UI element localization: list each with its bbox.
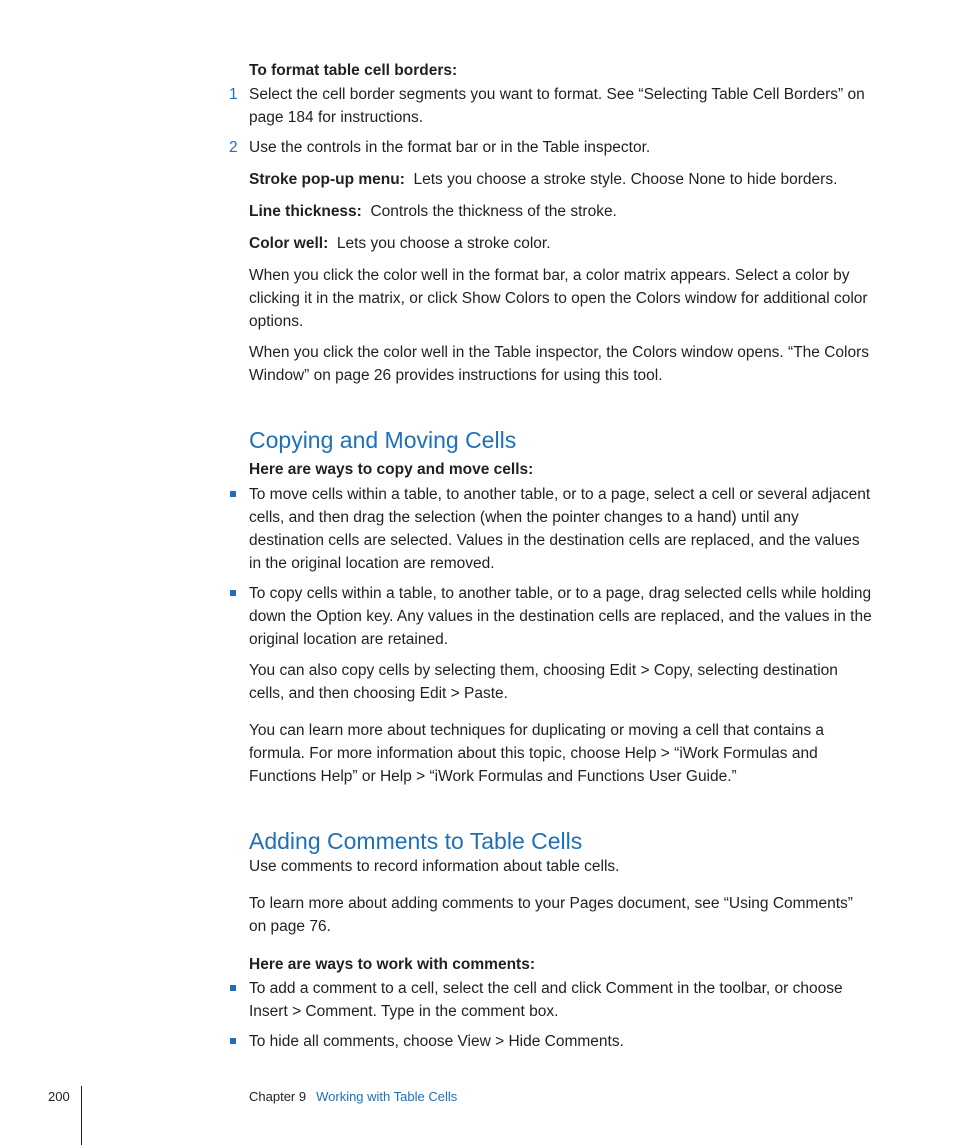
section-heading: Adding Comments to Table Cells	[249, 828, 583, 854]
body-paragraph: To learn more about adding comments to your Pages document, see “Using Comments” on page 76.	[249, 895, 853, 935]
bullet-text: To add a comment to a cell, select the cell and click Comment in the toolbar, or choose Insert > Comment. Type in the comment box.	[249, 980, 843, 1020]
step-number: 1	[229, 86, 238, 103]
chapter-footer	[249, 1089, 457, 1104]
definition-item	[249, 232, 874, 255]
definition-desc: Controls the thickness of the stroke.	[370, 203, 617, 220]
definition-desc: Lets you choose a stroke style. Choose None to hide borders.	[413, 171, 838, 188]
definition-term: Stroke pop-up menu:	[249, 171, 405, 188]
procedure-heading: Here are ways to work with comments:	[249, 956, 535, 973]
definition-item	[249, 200, 874, 223]
definition-item	[249, 168, 874, 191]
chapter-label: Chapter 9	[249, 1089, 307, 1104]
step-text: Use the controls in the format bar or in the Table inspector.	[249, 139, 651, 156]
body-paragraph: You can learn more about techniques for duplicating or moving a cell that contains a formula. For more information about this topic, choose Help > “iWork Formulas and Functions Help” or Help > “iWork Formulas and Functions User Guide.”	[249, 722, 825, 785]
bullet-icon	[230, 985, 236, 991]
body-paragraph: Use comments to record information about table cells.	[249, 858, 620, 875]
definition-term: Line thickness:	[249, 203, 362, 220]
bullet-icon	[230, 1038, 236, 1044]
bullet-icon	[230, 590, 236, 596]
chapter-title: Working with Table Cells	[316, 1089, 458, 1104]
footer-divider	[81, 1086, 82, 1145]
bullet-text: To copy cells within a table, to another table, or to a page, drag selected cells while holding down the Option key. Any values in the destination cells are replaced, and the values in the original location are retained.	[249, 585, 872, 648]
definition-desc: Lets you choose a stroke color.	[336, 235, 551, 252]
section-heading: Copying and Moving Cells	[249, 427, 517, 453]
bullet-text: To hide all comments, choose View > Hide Comments.	[249, 1033, 624, 1050]
step-number: 2	[229, 139, 238, 156]
procedure-heading: To format table cell borders:	[249, 62, 458, 79]
body-paragraph: You can also copy cells by selecting them, choosing Edit > Copy, selecting destination cells, and then choosing Edit > Paste.	[249, 662, 838, 702]
page-number: 200	[48, 1089, 70, 1104]
bullet-text: To move cells within a table, to another table, or to a page, select a cell or several adjacent cells, and then drag the selection (when the pointer changes to a hand) until any destination cells are selected. Values in the destination cells are replaced, and the values in the original location are removed.	[249, 486, 871, 572]
bullet-icon	[230, 491, 236, 497]
procedure-heading: Here are ways to copy and move cells:	[249, 461, 534, 478]
body-paragraph: When you click the color well in the Table inspector, the Colors window opens. “The Colors Window” on page 26 provides instructions for using this tool.	[249, 344, 870, 384]
body-paragraph: When you click the color well in the format bar, a color matrix appears. Select a color by clicking it in the matrix, or click Show Colors to open the Colors window for additional color options.	[249, 267, 868, 330]
definition-term: Color well:	[249, 235, 329, 252]
step-text: Select the cell border segments you want to format. See “Selecting Table Cell Borders” on page 184 for instructions.	[249, 86, 865, 126]
